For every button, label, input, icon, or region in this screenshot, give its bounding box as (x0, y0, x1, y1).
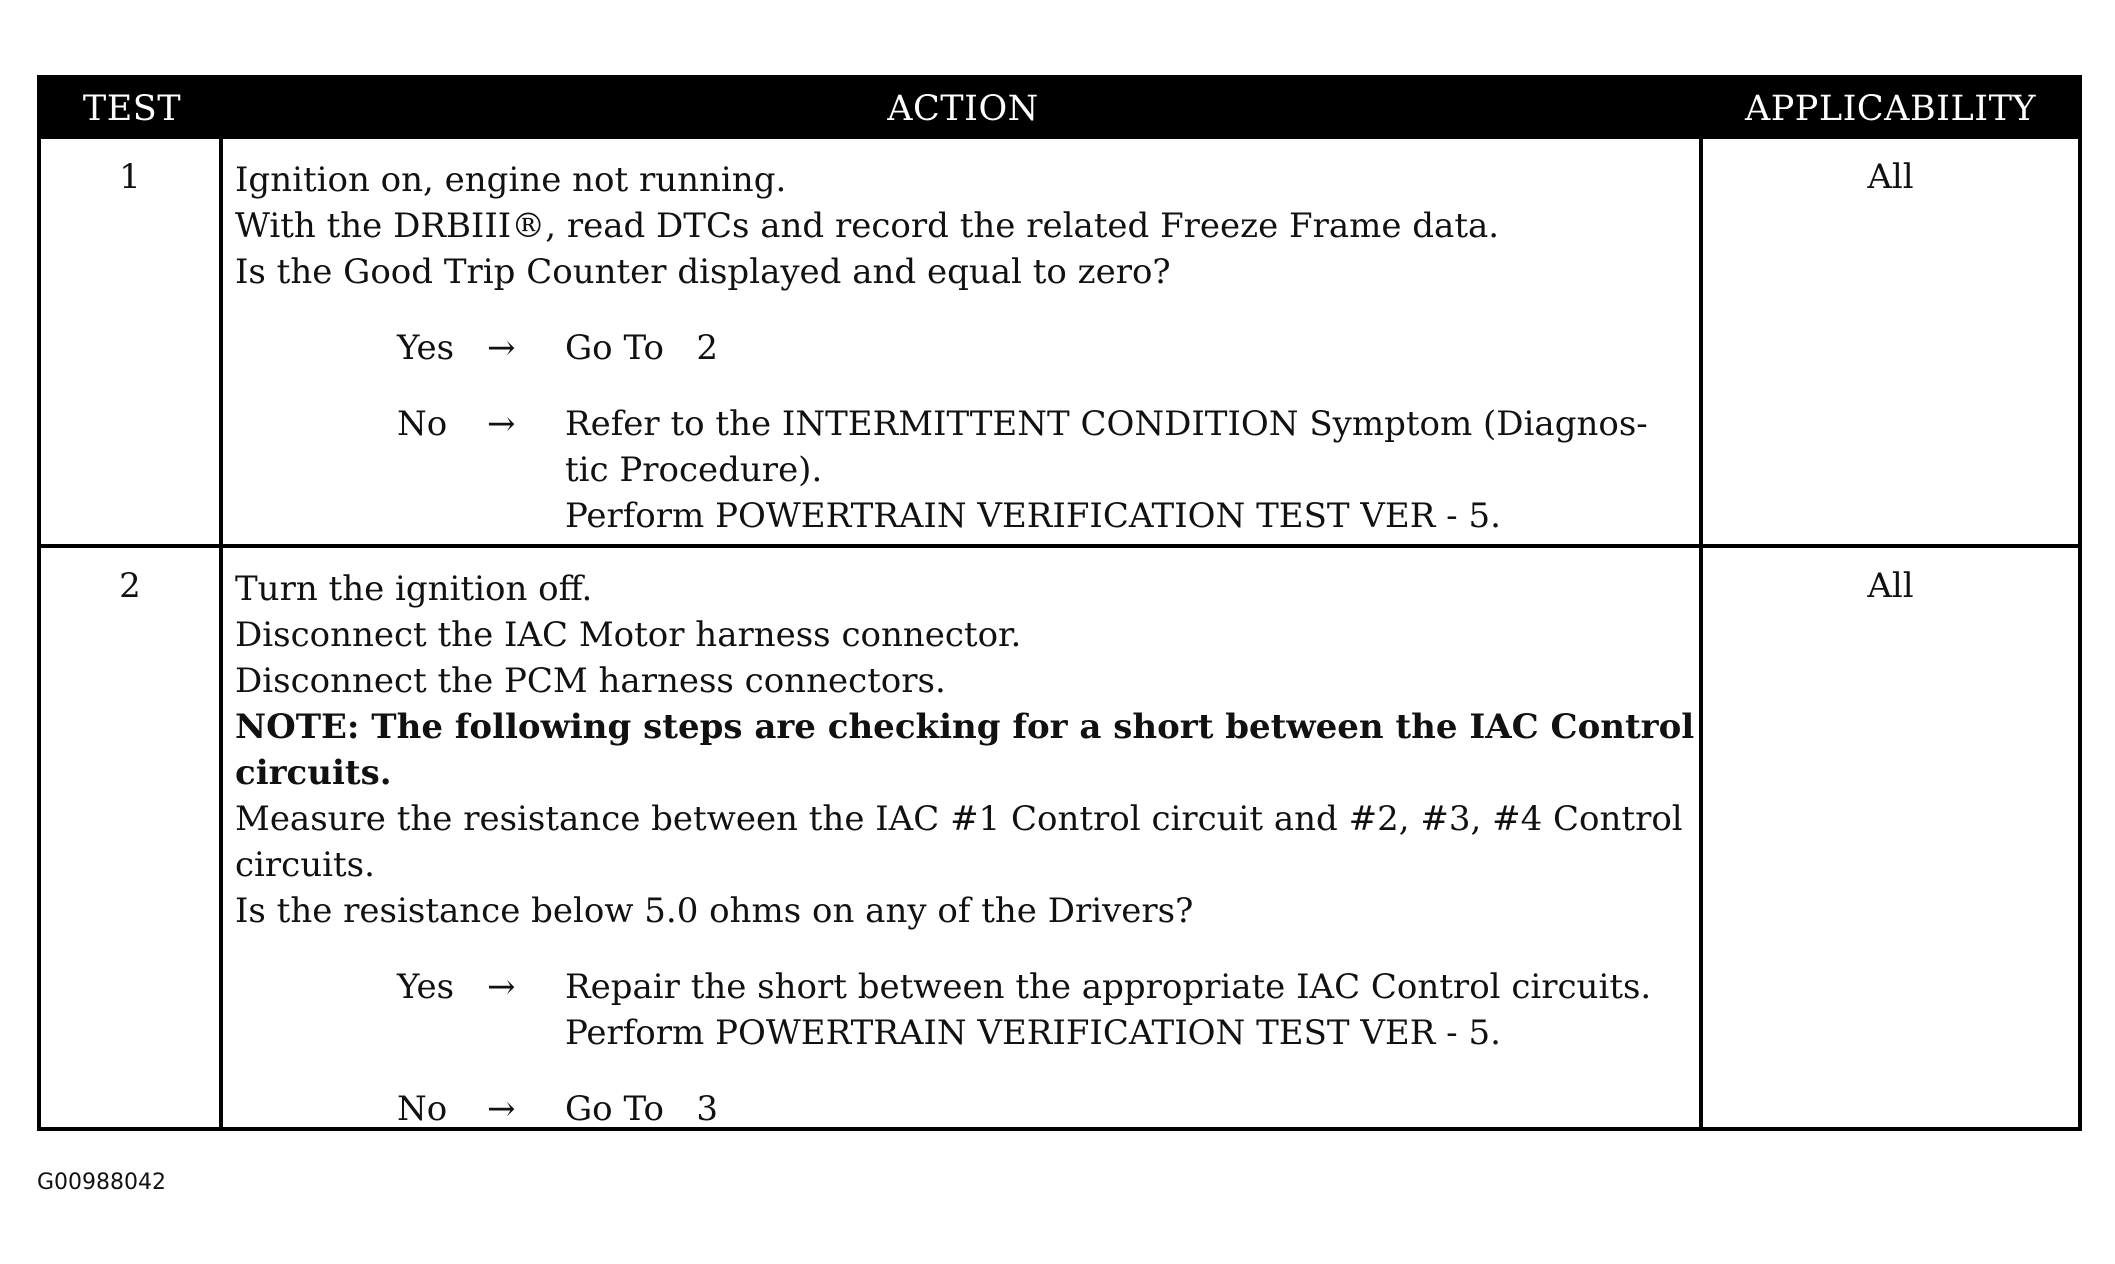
test-row-1 (41, 139, 2078, 544)
arrow-icon: → (487, 967, 516, 1007)
diagnostic-test-table (37, 75, 2082, 1131)
action-cell (223, 548, 1703, 1127)
action-step: Ignition on, engine not running. (235, 160, 787, 200)
answer-label: Yes (397, 328, 455, 368)
answer-label: No (397, 1089, 448, 1129)
answer-yes (235, 325, 1699, 371)
applicability-cell: All (1867, 157, 1914, 197)
test-number: 1 (41, 139, 223, 544)
answer-line: Repair the short between the appropriate IAC Control circuits. (565, 967, 1652, 1007)
action-note: NOTE: The following steps are checking for a short between the IAC Control circuits. (235, 707, 1695, 793)
table-header (41, 79, 2078, 139)
action-step: Disconnect the PCM harness connectors. (235, 661, 946, 701)
header-applicability: APPLICABILITY (1744, 89, 2037, 129)
answer-label: Yes (397, 967, 455, 1007)
figure-id: G00988042 (37, 1170, 167, 1195)
answer-line: tic Procedure). (565, 450, 823, 490)
answer-body (565, 325, 1699, 371)
answer-label: No (397, 404, 448, 444)
header-action: ACTION (887, 89, 1039, 129)
action-step: Measure the resistance between the IAC #1 Control circuit and #2, #3, #4 Control circuits. (235, 799, 1683, 885)
answer-line: Perform POWERTRAIN VERIFICATION TEST VER - 5. (565, 1013, 1501, 1053)
answer-line: Go To 2 (565, 328, 718, 368)
test-number: 2 (41, 548, 223, 1127)
test-row-2 (41, 544, 2078, 1127)
answer-line: Refer to the INTERMITTENT CONDITION Symptom (Diagnos- (565, 404, 1648, 444)
header-test: TEST (82, 89, 182, 129)
arrow-icon: → (487, 328, 516, 368)
action-cell (223, 139, 1703, 544)
arrow-icon: → (487, 1089, 516, 1129)
answer-no (235, 1086, 1699, 1132)
answer-yes (235, 964, 1699, 1056)
answer-body (565, 401, 1699, 539)
answer-list (235, 964, 1699, 1132)
answer-line: Perform POWERTRAIN VERIFICATION TEST VER - 5. (565, 496, 1501, 536)
applicability-cell: All (1867, 566, 1914, 606)
answer-body (565, 964, 1699, 1056)
arrow-icon: → (487, 404, 516, 444)
answer-no (235, 401, 1699, 539)
action-step: Turn the ignition off. (235, 569, 593, 609)
answer-line: Go To 3 (565, 1089, 718, 1129)
action-step: Is the Good Trip Counter displayed and equal to zero? (235, 252, 1171, 292)
answer-list (235, 325, 1699, 539)
action-step: Is the resistance below 5.0 ohms on any of the Drivers? (235, 891, 1194, 931)
answer-body (565, 1086, 1699, 1132)
action-step: Disconnect the IAC Motor harness connector. (235, 615, 1022, 655)
action-step: With the DRBIII®, read DTCs and record the related Freeze Frame data. (235, 206, 1500, 246)
